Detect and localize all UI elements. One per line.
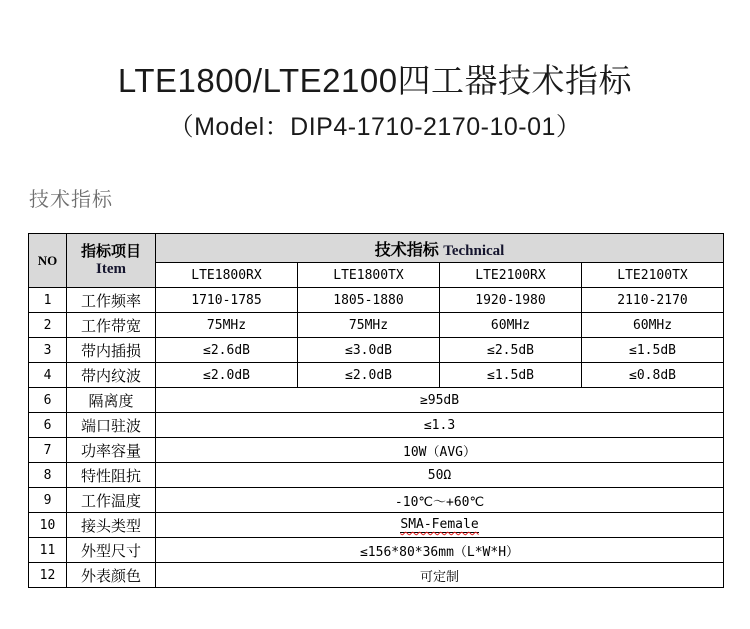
row-no: 1: [29, 288, 67, 313]
row-value: ≤2.0dB: [156, 363, 298, 388]
col-header-technical: [156, 234, 724, 263]
table-row: [29, 313, 724, 338]
row-value: ≤1.5dB: [582, 338, 724, 363]
row-no: 3: [29, 338, 67, 363]
table-row: [29, 338, 724, 363]
row-no: 12: [29, 563, 67, 588]
section-label: 技术指标: [29, 189, 113, 211]
row-value: ≤3.0dB: [298, 338, 440, 363]
row-value: 60MHz: [582, 313, 724, 338]
col-header-lte1800tx: LTE1800TX: [298, 263, 440, 288]
row-item-label: 特性阻抗: [67, 463, 156, 488]
table-row: [29, 388, 724, 413]
table-row: [29, 538, 724, 563]
row-no: 6: [29, 413, 67, 438]
row-item-label: 外表颜色: [67, 563, 156, 588]
row-item-label: 接头类型: [67, 513, 156, 538]
table-row: [29, 438, 724, 463]
table-header-row-1: [29, 234, 724, 263]
col-header-lte2100tx: LTE2100TX: [582, 263, 724, 288]
table-row: [29, 563, 724, 588]
item-label-cn: 指标项目: [80, 243, 141, 260]
page-subtitle: （Model：DIP4-1710-2170-10-01）: [168, 113, 582, 141]
row-value: 75MHz: [156, 313, 298, 338]
underlined-value: [400, 517, 478, 533]
col-header-lte1800rx: LTE1800RX: [156, 263, 298, 288]
row-merged-value: [156, 513, 724, 538]
row-item-label: 端口驻波: [67, 413, 156, 438]
row-no: 11: [29, 538, 67, 563]
row-no: 7: [29, 438, 67, 463]
row-item-label: 带内纹波: [67, 363, 156, 388]
row-item-label: 带内插损: [67, 338, 156, 363]
spec-table: [28, 233, 724, 588]
table-row: [29, 288, 724, 313]
row-value: ≤2.5dB: [440, 338, 582, 363]
row-value: 75MHz: [298, 313, 440, 338]
row-value: 2110-2170: [582, 288, 724, 313]
row-value: 1920-1980: [440, 288, 582, 313]
row-no: 2: [29, 313, 67, 338]
row-no: 4: [29, 363, 67, 388]
row-value: 1805-1880: [298, 288, 440, 313]
row-item-label: 外型尺寸: [67, 538, 156, 563]
row-item-label: 隔离度: [67, 388, 156, 413]
col-header-item: [67, 234, 156, 288]
page-title: LTE1800/LTE2100四工器技术指标: [117, 62, 633, 99]
row-item-label: 工作频率: [67, 288, 156, 313]
row-item-label: 工作温度: [67, 488, 156, 513]
row-item-label: 功率容量: [67, 438, 156, 463]
col-header-no: NO: [29, 234, 67, 288]
row-no: 9: [29, 488, 67, 513]
row-no: 6: [29, 388, 67, 413]
row-merged-value: -10℃～+60℃: [156, 488, 724, 513]
row-no: 8: [29, 463, 67, 488]
col-header-lte2100rx: LTE2100RX: [440, 263, 582, 288]
table-row: [29, 413, 724, 438]
row-value: ≤0.8dB: [582, 363, 724, 388]
row-no: 10: [29, 513, 67, 538]
table-row: [29, 363, 724, 388]
row-value: ≤2.6dB: [156, 338, 298, 363]
technical-label-en: Technical: [443, 242, 505, 259]
row-merged-value: ≥95dB: [156, 388, 724, 413]
table-row: [29, 463, 724, 488]
table-row: [29, 513, 724, 538]
row-merged-value: 可定制: [156, 563, 724, 588]
item-label-en: Item: [96, 261, 126, 277]
spellcheck-underlined-text: SMA-Female: [400, 517, 479, 532]
row-value: ≤2.0dB: [298, 363, 440, 388]
row-value: ≤1.5dB: [440, 363, 582, 388]
table-row: [29, 488, 724, 513]
row-item-label: 工作带宽: [67, 313, 156, 338]
row-merged-value: ≤1.3: [156, 413, 724, 438]
row-merged-value: 10W（AVG）: [156, 438, 724, 463]
technical-label-cn: 技术指标: [374, 241, 439, 259]
row-value: 60MHz: [440, 313, 582, 338]
row-value: 1710-1785: [156, 288, 298, 313]
row-merged-value: 50Ω: [156, 463, 724, 488]
row-merged-value: ≤156*80*36mm（L*W*H）: [156, 538, 724, 563]
